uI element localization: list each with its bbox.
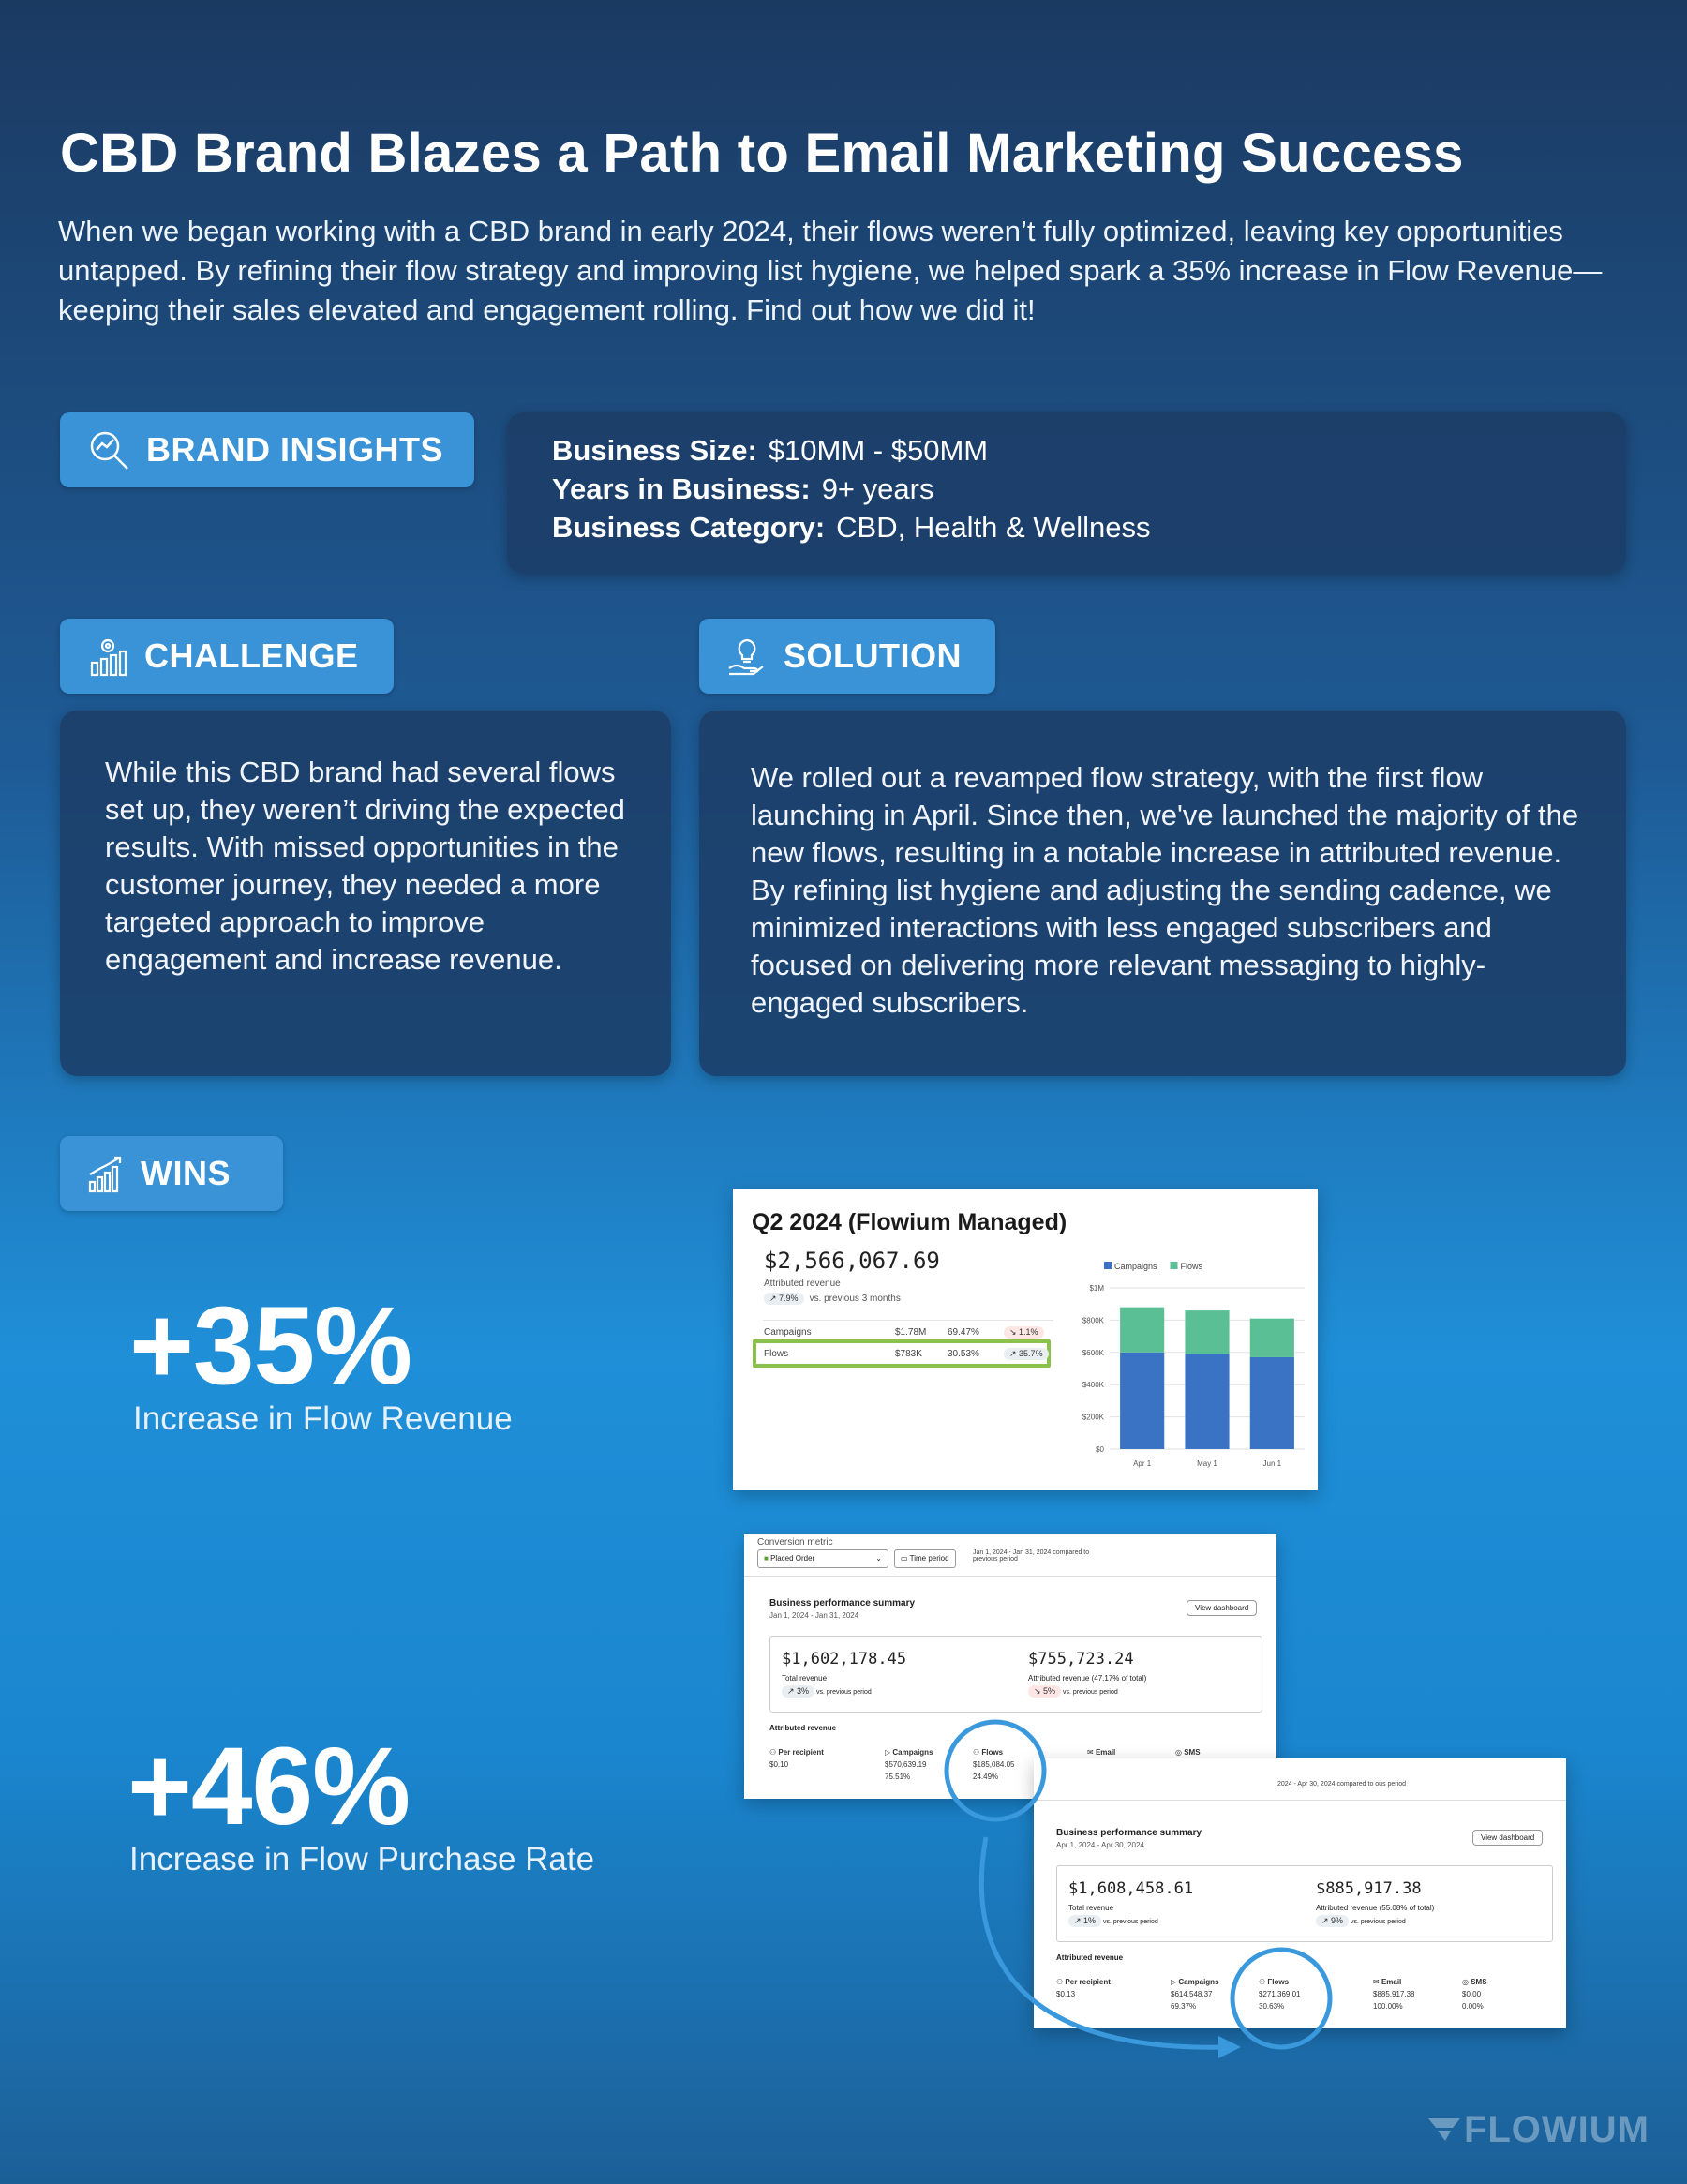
send-icon: ▷ bbox=[885, 1748, 891, 1757]
summary-title: Business performance summary bbox=[1056, 1828, 1202, 1838]
comparison-arrow bbox=[981, 1837, 1228, 2047]
conversion-metric-label: Conversion metric bbox=[757, 1537, 833, 1548]
attributed-revenue-label: Attributed revenue (55.08% of total) bbox=[1316, 1904, 1435, 1912]
shopify-icon: ■ bbox=[764, 1554, 769, 1563]
wins-label: WINS bbox=[141, 1154, 231, 1192]
flow-icon: ⚇ bbox=[973, 1748, 980, 1757]
col-campaigns: ▷ Campaigns $614,548.37 69.37% bbox=[1171, 1978, 1219, 2011]
people-icon: ⚇ bbox=[769, 1748, 777, 1757]
total-revenue-value: $1,608,458.61 bbox=[1068, 1879, 1194, 1898]
total-change: ↗ 3% vs. previous period bbox=[782, 1685, 872, 1698]
total-change: ↗ 1% vs. previous period bbox=[1068, 1915, 1158, 1927]
attributed-title: Attributed revenue bbox=[1056, 1953, 1124, 1962]
col-flows: ⚇ Flows $185,084.05 24.49% bbox=[973, 1748, 1015, 1781]
total-revenue-label: Total revenue bbox=[782, 1674, 828, 1683]
insight-row-years: Years in Business: 9+ years bbox=[552, 472, 934, 505]
total-revenue-value: $1,602,178.45 bbox=[782, 1650, 907, 1668]
insight-row-size: Business Size: $10MM - $50MM bbox=[552, 434, 989, 467]
q2-flows-badge: ↗ 35.7% bbox=[1004, 1348, 1049, 1360]
summary-title: Business performance summary bbox=[769, 1598, 916, 1608]
col-email: ✉ Email bbox=[1087, 1748, 1116, 1757]
time-period-button[interactable]: ▭ Time period bbox=[894, 1549, 956, 1568]
y-tick-label: $400K bbox=[1082, 1381, 1104, 1390]
stat-flow-revenue-value: +35% bbox=[129, 1284, 412, 1408]
x-tick-label: May 1 bbox=[1197, 1459, 1217, 1468]
solution-text: We rolled out a revamped flow strategy, with the first flow launching in April. Since then, we've launched the majority of the new flows, resulting in a notable increase in attributed revenue. By refining list hygiene and adjusting the sending cadence, we minimized interactions with less engaged subscribers and focused on delivering more relevant messaging to highly-engaged subscribers. bbox=[751, 761, 1579, 1019]
q2-change-row: ↗ 7.9% vs. previous 3 months bbox=[764, 1293, 901, 1305]
x-tick-label: Jun 1 bbox=[1262, 1459, 1282, 1468]
col-per-recipient: ⚇ Per recipient $0.13 bbox=[1056, 1978, 1111, 1998]
q2-total-label: Attributed revenue bbox=[764, 1279, 841, 1289]
q2-change-badge: ↗ 7.9% bbox=[764, 1293, 804, 1305]
attributed-revenue-value: $755,723.24 bbox=[1028, 1650, 1134, 1668]
stat-purchase-rate-label: Increase in Flow Purchase Rate bbox=[129, 1841, 595, 1877]
q2-row-flows: Flows $783K 30.53% ↗ 35.7% bbox=[764, 1341, 1054, 1366]
view-dashboard-button[interactable]: View dashboard bbox=[1472, 1830, 1543, 1846]
solution-label: SOLUTION bbox=[784, 636, 962, 675]
challenge-text: While this CBD brand had several flows set up, they weren’t driving the expected results. With missed opportunities in the customer journey, they needed a more targeted approach to improve engagement and increase revenue. bbox=[105, 755, 625, 976]
y-tick-label: $1M bbox=[1089, 1284, 1104, 1293]
legend-label-campaigns: Campaigns bbox=[1114, 1262, 1157, 1271]
insight-row-category: Business Category: CBD, Health & Wellness bbox=[552, 511, 1151, 544]
y-tick-label: $600K bbox=[1082, 1348, 1104, 1357]
flowium-logo: FLOWIUM bbox=[1428, 2109, 1650, 2151]
q2-title: Q2 2024 (Flowium Managed) bbox=[752, 1209, 1067, 1235]
sms-icon: ◎ bbox=[1462, 1978, 1469, 1986]
apr-flows-highlight-circle bbox=[1232, 1950, 1330, 2047]
compare-text: 2024 - Apr 30, 2024 compared to ous period bbox=[1277, 1781, 1406, 1788]
stat-purchase-rate-value: +46% bbox=[127, 1725, 411, 1848]
sms-icon: ◎ bbox=[1175, 1748, 1182, 1757]
metric-select[interactable]: ■ Placed Order ⌄ bbox=[757, 1549, 888, 1568]
email-icon: ✉ bbox=[1087, 1748, 1094, 1757]
q2-campaigns-badge: ↘ 1.1% bbox=[1004, 1326, 1044, 1339]
email-icon: ✉ bbox=[1373, 1978, 1380, 1986]
col-email: ✉ Email $885,917.38 100.00% bbox=[1373, 1978, 1415, 2011]
col-flows: ⚇ Flows $271,369.01 30.63% bbox=[1259, 1978, 1301, 2011]
chevron-down-icon: ⌄ bbox=[875, 1554, 882, 1563]
flowium-mark-icon bbox=[1428, 2117, 1460, 2145]
attributed-revenue-label: Attributed revenue (47.17% of total) bbox=[1028, 1674, 1147, 1683]
view-dashboard-button[interactable]: View dashboard bbox=[1187, 1600, 1257, 1616]
page-title: CBD Brand Blazes a Path to Email Marketing Success bbox=[60, 123, 1464, 184]
challenge-label: CHALLENGE bbox=[144, 636, 359, 675]
y-tick-label: $0 bbox=[1096, 1445, 1104, 1454]
y-tick-label: $200K bbox=[1082, 1413, 1104, 1422]
attributed-change: ↘ 5% vs. previous period bbox=[1028, 1685, 1118, 1698]
col-sms: ◎ SMS bbox=[1175, 1748, 1201, 1757]
flow-icon: ⚇ bbox=[1259, 1978, 1266, 1986]
col-per-recipient: ⚇ Per recipient $0.10 bbox=[769, 1748, 824, 1769]
total-revenue-label: Total revenue bbox=[1068, 1904, 1114, 1912]
attributed-change: ↗ 9% vs. previous period bbox=[1316, 1915, 1406, 1927]
stat-flow-revenue-label: Increase in Flow Revenue bbox=[133, 1400, 513, 1437]
x-tick-label: Apr 1 bbox=[1133, 1459, 1152, 1468]
legend-label-flows: Flows bbox=[1180, 1262, 1203, 1271]
q2-row-campaigns: Campaigns $1.78M 69.47% ↘ 1.1% bbox=[764, 1321, 1054, 1343]
people-icon: ⚇ bbox=[1056, 1978, 1064, 1986]
col-sms: ◎ SMS $0.00 0.00% bbox=[1462, 1978, 1487, 2011]
arrow-head-icon bbox=[1218, 2036, 1241, 2058]
jan-flows-highlight-circle bbox=[947, 1722, 1044, 1819]
q2-total: $2,566,067.69 bbox=[764, 1248, 940, 1274]
col-campaigns: ▷ Campaigns $570,639.19 75.51% bbox=[885, 1748, 933, 1781]
summary-date: Apr 1, 2024 - Apr 30, 2024 bbox=[1056, 1841, 1144, 1849]
send-icon: ▷ bbox=[1171, 1978, 1177, 1986]
compare-text: Jan 1, 2024 - Jan 31, 2024 compared to previous period bbox=[973, 1549, 1090, 1563]
attributed-revenue-value: $885,917.38 bbox=[1316, 1879, 1422, 1898]
summary-date: Jan 1, 2024 - Jan 31, 2024 bbox=[769, 1611, 859, 1620]
y-tick-label: $800K bbox=[1082, 1316, 1104, 1325]
attributed-title: Attributed revenue bbox=[769, 1724, 837, 1732]
intro-paragraph: When we began working with a CBD brand in early 2024, their flows weren’t fully optimized, leaving key opportunities untapped. By refining their flow strategy and improving list hygiene, we helped spark a 35% increase in Flow Revenue—keeping their sales elevated and engagement rolling. Find out how we did it! bbox=[58, 215, 1603, 326]
calendar-icon: ▭ bbox=[901, 1554, 908, 1563]
brand-insights-label: BRAND INSIGHTS bbox=[146, 430, 444, 469]
